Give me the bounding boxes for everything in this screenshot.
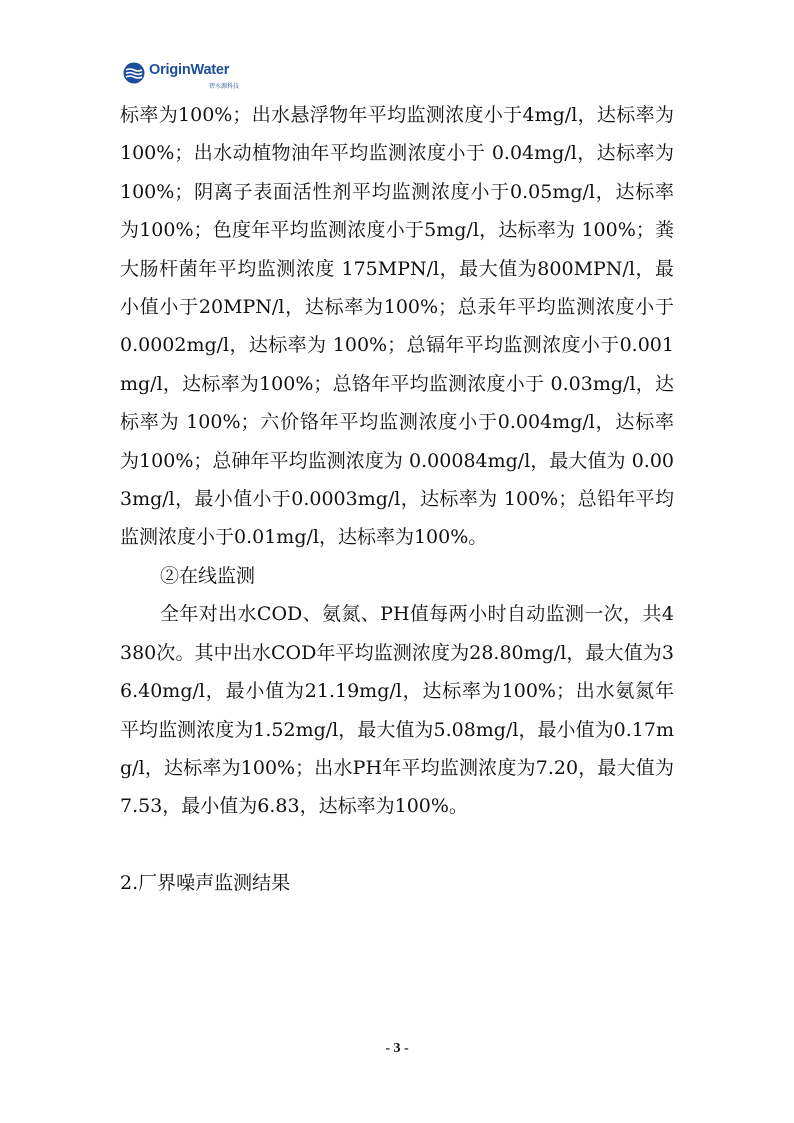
document-body bbox=[120, 96, 674, 902]
subheading-online-monitoring: ②在线监测 bbox=[160, 564, 256, 587]
brand-subtitle: 碧水源科技 bbox=[209, 83, 240, 90]
originwater-logo-icon bbox=[123, 62, 145, 84]
paragraph-lab-results: 标率为100%；出水悬浮物年平均监测浓度小于4mg/l，达标率为 100%；出水动植物油年平均监测浓度小于 0.04mg/l，达标率为 100%；阴离子表面活性剂平均监测浓度小于0.05mg/l，达标率为100%；色度年平均监测浓度小于5mg/l，达标率为 100%；粪大肠杆菌年平均监测浓度 175MPN/l，最大值为800MPN/l，最小值小于20MPN/l，达标率为100%；总汞年平均监测浓度小于 0.0002mg/l，达标率为 100%；总镉年平均监测浓度小于0.001mg/l，达标率为100%；总铬年平均监测浓度小于 0.03mg/l，达标率为 100%；六价铬年平均监测浓度小于0.004mg/l，达标率为100%；总砷年平均监测浓度为 0.00084mg/l，最大值为 0.003mg/l，最小值小于0.0003mg/l，达标率为 100%；总铅年平均监测浓度小于0.01mg/l，达标率为100%。 bbox=[120, 104, 674, 549]
page-number: - 3 - bbox=[385, 1041, 409, 1056]
brand-name: OriginWater bbox=[149, 62, 230, 78]
paragraph-online-monitoring: 全年对出水COD、氨氮、PH值每两小时自动监测一次，共4380次。其中出水COD年平均监测浓度为28.80mg/l，最大值为36.40mg/l，最小值为21.19mg/l，达标率为100%；出水氨氮年平均监测浓度为1.52mg/l，最大值为5.08mg/l，最小值为0.17mg/l，达标率为100%；出水PH年平均监测浓度为7.20，最大值为7.53，最小值为6.83，达标率为100%。 bbox=[120, 603, 674, 818]
page-header bbox=[123, 60, 263, 92]
section-heading-noise: 2.厂界噪声监测结果 bbox=[120, 871, 291, 894]
